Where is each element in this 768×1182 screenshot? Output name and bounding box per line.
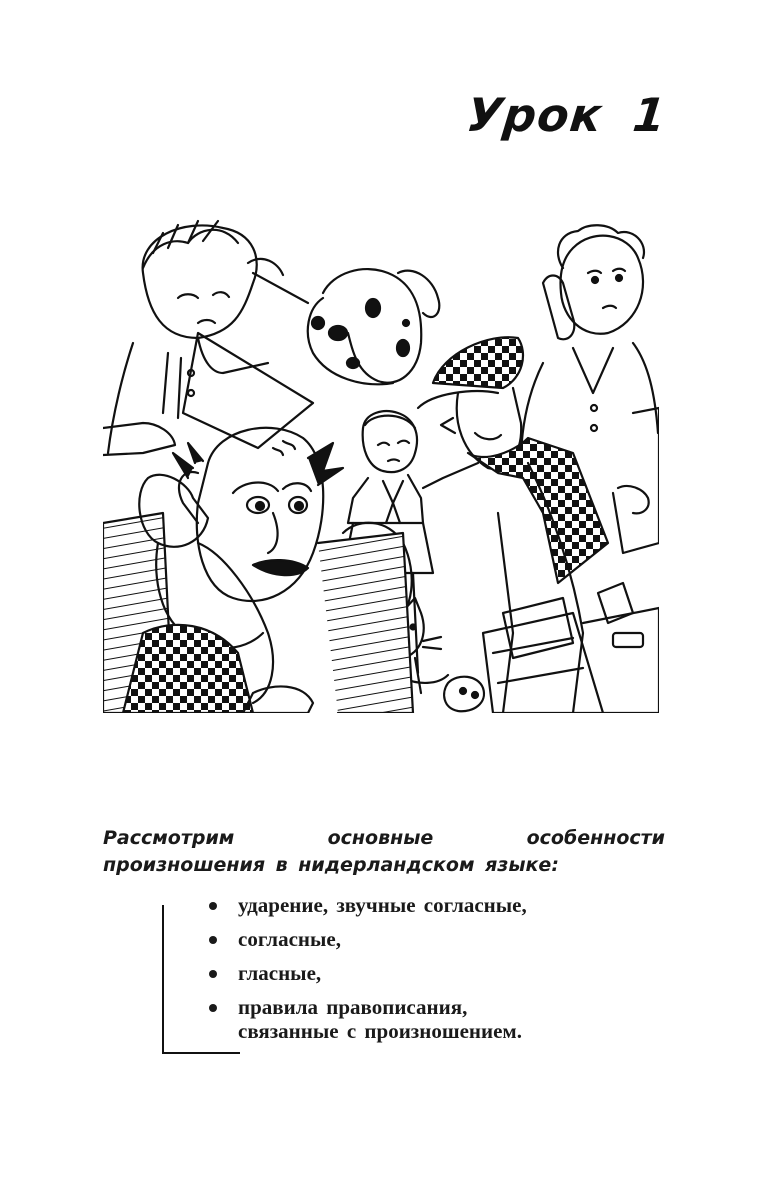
list-item-text: правила правописания, [238, 995, 468, 1019]
list-item-text: ударение, звучные согласные, [238, 893, 527, 917]
list-item-text: гласные, [238, 961, 322, 985]
bald-man-on-telephone-figure [103, 428, 413, 713]
list-item-text-continuation: связанные с произношением. [238, 1019, 522, 1043]
list-item [205, 893, 527, 917]
bullet-icon [209, 936, 217, 944]
luggage-figure [444, 608, 659, 713]
list-item [205, 961, 527, 985]
lesson-title: Урок 1 [463, 88, 669, 142]
boy-with-pen-figure [103, 221, 313, 455]
list-item [205, 995, 527, 1043]
man-with-checkered-scarf-figure [418, 337, 633, 713]
spotted-dog-figure [308, 269, 440, 384]
bullet-icon [209, 1004, 217, 1012]
cartoon-people-telephone-illustration [103, 213, 659, 713]
bullet-icon [209, 970, 217, 978]
list-item-text: согласные, [238, 927, 341, 951]
list-item [205, 927, 527, 951]
bullet-icon [209, 902, 217, 910]
intro-text: Рассмотрим основные особенности произношения в нидерландском языке: [103, 827, 665, 876]
topics-list [205, 893, 527, 1053]
